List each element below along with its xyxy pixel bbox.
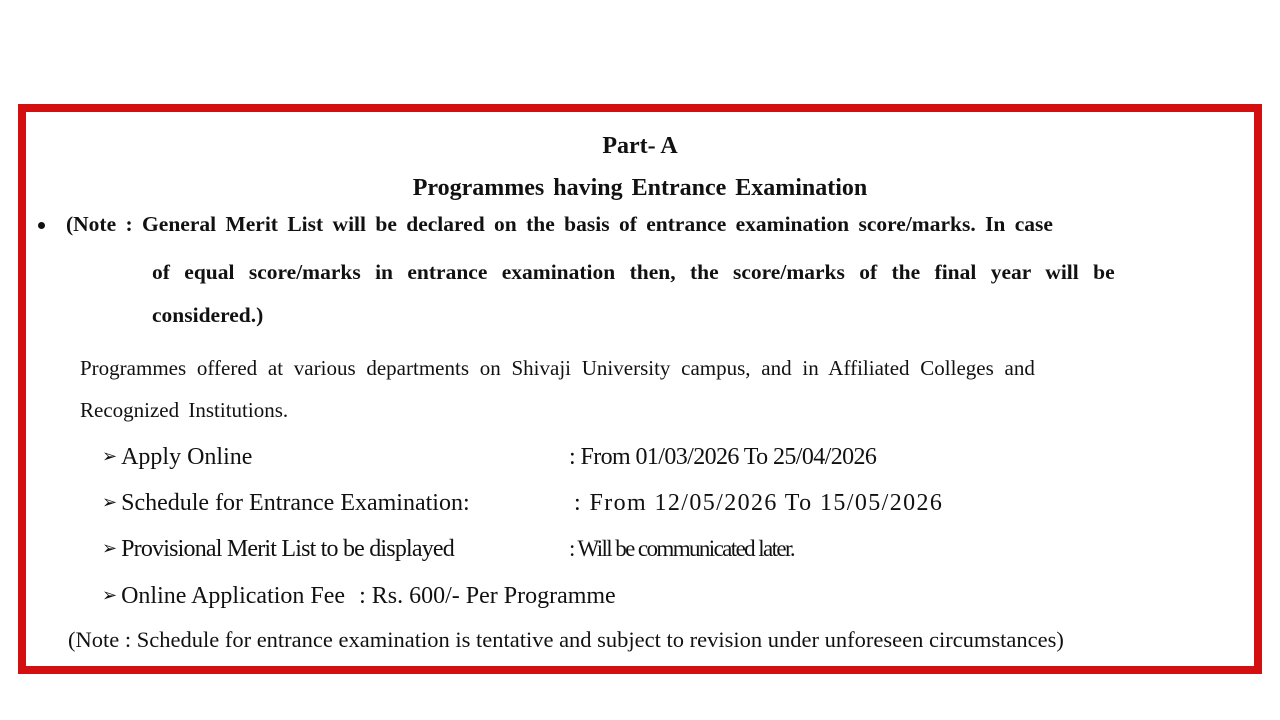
merit-note-line-3: considered.) [152, 303, 264, 327]
schedule-item-label: Apply Online [121, 444, 253, 470]
arrow-bullet-icon: ➢ [102, 492, 118, 512]
fee-value: : Rs. 600/- Per Programme [359, 583, 616, 609]
schedule-item-value: : From 12/05/2026 To 15/05/2026 [574, 490, 944, 516]
schedule-item-value: : From 01/03/2026 To 25/04/2026 [569, 444, 877, 470]
merit-note-line-2: of equal score/marks in entrance examination then, the score/marks of the final year will be [152, 260, 1115, 284]
intro-line-1: Programmes offered at various departments on Shivaji University campus, and in Affiliated Colleges and [80, 356, 1035, 380]
schedule-item-label: Schedule for Entrance Examination: [121, 490, 470, 516]
schedule-item-value: : Will be communicated later. [569, 536, 794, 561]
arrow-bullet-icon: ➢ [102, 538, 118, 558]
part-heading: Part- A [602, 133, 678, 159]
schedule-item-apply-online [102, 445, 252, 469]
section-heading: Programmes having Entrance Examination [412, 175, 868, 201]
arrow-bullet-icon: ➢ [102, 585, 118, 605]
fee-label: Online Application Fee [121, 583, 346, 609]
merit-note-line-1: (Note : General Merit List will be declared on the basis of entrance examination score/marks. In case [66, 212, 1053, 236]
arrow-bullet-icon: ➢ [102, 446, 118, 466]
footer-note: (Note : Schedule for entrance examination is tentative and subject to revision under unforeseen circumstances) [68, 627, 1064, 652]
bullet-dot-icon [38, 222, 45, 229]
schedule-item-label: Provisional Merit List to be displayed [121, 536, 454, 562]
schedule-item-merit-list [102, 537, 454, 561]
notice-frame [18, 104, 1262, 674]
schedule-item-entrance-exam [102, 491, 470, 515]
schedule-item-application-fee [102, 584, 616, 608]
intro-line-2: Recognized Institutions. [80, 398, 289, 422]
